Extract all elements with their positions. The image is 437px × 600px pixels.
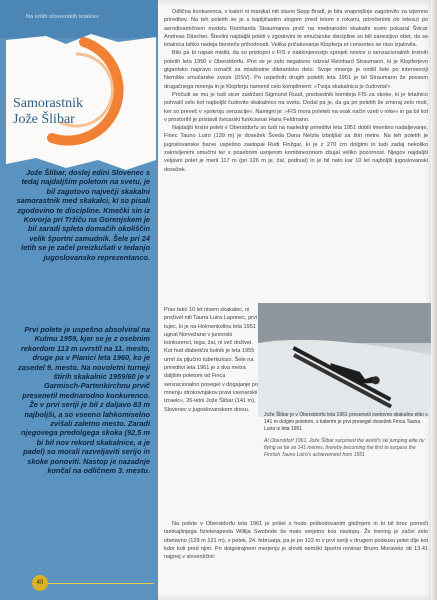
page-number-rule	[48, 583, 154, 584]
section-header: Na krilih slovenskih letalcev	[26, 14, 100, 20]
main-text-bottom	[164, 520, 428, 561]
title-line-1: Samorastnik	[13, 96, 83, 111]
sidebar-column	[0, 0, 158, 600]
main-text-top	[164, 8, 428, 174]
main-text-narrow	[164, 306, 260, 414]
ski-jumper-icon	[258, 303, 432, 417]
body-paragraph: Bilo pa bi napak misliti, da so pristopni v FIS z naklonjenostjo sprejeli novice o senzacionalnih krstnih poletih leta 1950 v Oberstdorfu. Prvi se je zelo negativno odzval Reinhard Straumann, ki je Klopferjevo gigantsko napravo označil za mladostne diletantsko delo. Svoje mnenje je omilil šele po intervenciji Nemške smučarske zveze (DSV). Po uspešnih drugih poletih leta 1951 je bil Straumann že povsem drugačnega mnenja in je Klopferju namenil celo kompliment: »Tvoja skakalnica je čudovita!«	[164, 50, 428, 90]
body-paragraph: Na polete v Oberstdorfu leta 1961 je prišel s hudo poškodovanim gležnjem in bi bil brez pomoči tamkajšnjega fizioterapevta Willija Swobode še malo verjetno kos nastopu. Že trening je začel zelo obetavno (129 m 131 m), v petek, 24. februarja, pa je po 122 m v prvi seriji v drugem poskusu polet dlje kot kdor koli pred njim. Po dolgotrajnem merjenju je slovitі nemški športni novinar Bruno Moravetz ob 13.41 najprej v slovenščini:	[164, 521, 428, 561]
page-fold-shadow	[431, 0, 437, 600]
body-paragraph: Odlična konkurenca, v kateri ni manjkal niti slavni Sepp Bradl, je bila vnaprejšnje zagotovilo za izjemno prireditev. Na teh poletih se je s kapljičastim slogom (med letom z rokami, priročenimi ob telesu) po aerodinamičnem modelu Reinharda Straumanna prvič na mednarodni skakalni sceni pokazal Švicar Andreas Däscher. Številni najdaljši poleti v zgodovini te smučarske discipline so bili zanesljivo obet, da se letalnica lahko nadeja blestečе prihodnosti. Velika pričakovanja Klopferja et consortes se niso izjalovila.	[164, 9, 428, 49]
title-line-2: Jože Šlibar	[13, 112, 75, 127]
body-paragraph: Pročuiti se mu je tudi sicer zadržani Sigmund Ruud, predsednik komiteja FIS za skoke, ki je letalnico pohvalil celo kot najboljši čudovito skakalnico na svetu. Dodal pa je, da ga pri poletih že zmeraj zelo moti, ker so preveč v »pokroju senzacije«. Namigni je: »FIS mora poleteti na vsak način vzeti v roke« in ga bil kot v prostorihl je pristavil švicarski funkcionar Hans Feldmann.	[164, 91, 428, 123]
intro-paragraph-2: Prvi polete je uspešno absolviral na Kulmu 1959, kjer se je z osebnim rekordom 113 m uvrstil na 11. mesto, druge pa v Planici leta 1960, ko je zasedel 9. mesto. Na novoletni turneji štirih skakalnic 1959/60 je v Garmisch-Partenkirchnu prvič presenetil mednarodno konkurenco. Že v prvi seriji je bil z daljavo 83 m najboljši, a so vseeno lahkomiselno zvišali zaletno mesto. Zaradi njegovega predolgega skoka (92,5 m bi bil nov rekord skakalnice, a je padel) so morali razveljaviti serijo in skoke ponoviti. Nastop je nazadnje končal na odličnem 3. mestu.	[18, 325, 150, 476]
body-paragraph: Najdaljši krstni poleti v Oberstdorfu so tudi na naslednji prireditvi leta 1951 dobili imenitno nadaljevanje. Finec Tauno Luiro (139 m) je dosežek Švedа Dana Netzla izboljšal za štiri metre. Na teh poletih je jugoslovanske barve uspešno zastopal Rudi Finžgar, ki je z 270 cm dolgimi in tudi zadaj nekoliko zakrivljenimi smučmi ter s posebnim usnjenim kombinezonom zbujal veliko pozornost. Njegov najdaljši veljavni polet je meril 117 m (pri 126 m je, žal, podrsal) in je bil nato kar 10 let najboljši jugoslovanski dosežek.	[164, 125, 428, 173]
body-paragraph: Prav tako 10 let nisem skakalec, ni preživel niti Tauna Luira Laponec, prvi tujec, ki je na Holmenkollnu leta 1951 ugnal Norvežane v juniorski konkurenci, tega, žal, ni več doživel. Kot hud diabetični bolnik je leta 1955 umrl za pljučno tuberkulozo. Šele na prireditvi leta 1961 je z dva metra daljšim poletom od Finca senzacionalno posegel v dogajanje po mnenju strokovnjakov pravi vsenarskii izraelc«, 26-letni Jože Šlibar (141 m), Slovenec v jugoslovanskem dresu.	[164, 307, 259, 413]
intro-paragraph-1: Jože Šlibar, doslej edini Slovenec s tedaj najdaljšim poletom na svetu, je bil zagotovo največji skakalni samorastnik med skakalci, ki so pisali zgodovino te discipline. Kmečki sin iz Kovorja pri Tržiču na Gorenjskem je bil zaradi spleta domačih okoliščin velik športni zamudnik. Šele pri 24 letih se je začel preizkušati v tedanjo jugoslovansko reprezentanco.	[16, 168, 150, 262]
page-number-badge: 40	[32, 575, 48, 591]
ski-jump-photo	[258, 303, 432, 417]
photo-caption-slovene: Jože Šlibar je v Oberstdorfu leta 1961 presenetil svetovno skakalno elito s 141 m dolgim poletom, s katerim je prvi presegel dosežek Finca Tauna Luira iz leta 1951	[264, 412, 428, 432]
section-header-bar	[0, 0, 158, 38]
photo-caption-english: At Oberstdorf 1961, Jože Šlibar surprised the world's ski jumping elite by flying as far as 141 metres, thereby becoming the first to surpass the Finnish Tauno Luiro's achievement from 1951	[264, 438, 425, 458]
page-title	[13, 96, 153, 128]
